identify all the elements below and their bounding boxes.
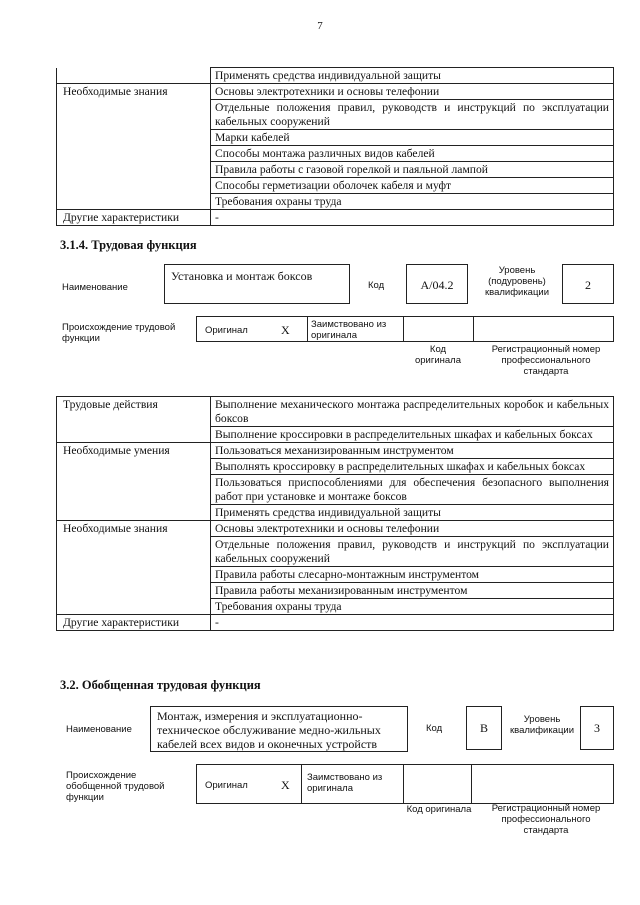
table-labor-function-314 [56,396,614,631]
table1-body [57,68,614,226]
table-row [57,130,614,146]
borrowed-label: Заимствовано из оригинала [311,319,387,341]
row-value: Марки кабелей [211,130,614,146]
table-row [57,210,614,226]
table-row [57,505,614,521]
row-label [57,537,211,567]
original-mark: X [281,778,290,792]
row-value: Выполнение кроссировки в распределительных шкафах и кабельных боксах [211,427,614,443]
row-label [57,599,211,615]
row-value: Правила работы механизированным инструментом [211,583,614,599]
row-value: Требования охраны труда [211,599,614,615]
table2-body [57,397,614,631]
row-value: Правила работы слесарно-монтажным инструментом [211,567,614,583]
row-value: Способы монтажа различных видов кабелей [211,146,614,162]
row-label: Необходимые знания [57,84,211,100]
code-value: В [479,721,488,735]
row-value: Пользоваться механизированным инструментом [211,443,614,459]
row-value: Основы электротехники и основы телефонии [211,521,614,537]
code-value: А/04.2 [420,278,454,292]
original-label: Оригинал [205,780,248,791]
section-heading-314: 3.1.4. Трудовая функция [60,238,197,252]
row-label [57,567,211,583]
page-number: 7 [317,20,323,32]
row-label [57,475,211,505]
level-label: Уровень (подуровень) квалификации [484,265,550,298]
table-continuation [56,67,614,226]
table-row [57,599,614,615]
level-value: 3 [594,721,600,735]
table-row [57,537,614,567]
row-label [57,100,211,130]
reg-number-label: Регистрационный номер профессионального стандарта [491,344,601,377]
divider [307,317,308,341]
row-value: - [211,210,614,226]
table-row [57,146,614,162]
table-row [57,443,614,459]
row-label [57,146,211,162]
row-value: Требования охраны труда [211,194,614,210]
reg-number-label: Регистрационный номер профессионального стандарта [491,803,601,836]
row-label: Необходимые знания [57,521,211,537]
row-label [57,583,211,599]
row-label [57,459,211,475]
level-field [580,706,614,750]
name-field [164,264,350,304]
name-value: Установка и монтаж боксов [171,269,313,283]
table-row [57,194,614,210]
table-row [57,521,614,537]
divider [403,765,404,803]
origin-label: Происхождение обобщенной трудовой функции [66,770,165,803]
row-value: Способы герметизации оболочек кабеля и муфт [211,178,614,194]
borrowed-label: Заимствовано из оригинала [307,772,383,794]
row-label [57,68,211,84]
section-heading-32: 3.2. Обобщенная трудовая функция [60,678,261,692]
code-original-label: Код оригинала [414,344,461,366]
row-label [57,130,211,146]
code-label: Код [368,280,385,291]
original-mark: X [281,323,290,337]
row-label: Необходимые умения [57,443,211,459]
row-label [57,505,211,521]
row-value: Выполнять кроссировку в распределительных шкафах и кабельных боксах [211,459,614,475]
code-label: Код [426,723,443,734]
table-row [57,397,614,427]
code-field [466,706,502,750]
level-label: Уровень квалификации [509,714,575,736]
row-label [57,194,211,210]
row-value: Выполнение механического монтажа распределительных коробок и кабельных боксов [211,397,614,427]
table-row [57,100,614,130]
table-row [57,84,614,100]
row-value: Отдельные положения правил, руководств и инструкций по эксплуатации кабельных сооружений [211,537,614,567]
row-value: Отдельные положения правил, руководств и инструкций по эксплуатации кабельных сооружений [211,100,614,130]
divider [403,317,404,341]
table-row [57,68,614,84]
table-row [57,567,614,583]
table-row [57,459,614,475]
origin-label: Происхождение трудовой функции [62,322,176,344]
row-label: Другие характеристики [57,615,211,631]
row-label [57,427,211,443]
level-value: 2 [585,278,591,292]
row-label: Трудовые действия [57,397,211,427]
table-row [57,583,614,599]
origin-row [196,764,614,804]
name-field [150,706,408,752]
row-label [57,178,211,194]
row-value: Применять средства индивидуальной защиты [211,68,614,84]
table-row [57,475,614,505]
code-field [406,264,468,304]
name-value: Монтаж, измерения и эксплуатационно-техническое обслуживание медно-жильных кабелей всех видов и оконечных устройств [157,709,381,751]
original-label: Оригинал [205,325,248,336]
divider [301,765,302,803]
origin-row [196,316,614,342]
code-original-label: Код оригинала [406,804,472,815]
level-field [562,264,614,304]
divider [473,317,474,341]
row-value: Правила работы с газовой горелкой и паяльной лампой [211,162,614,178]
divider [471,765,472,803]
table-row [57,178,614,194]
row-label [57,162,211,178]
row-value: Основы электротехники и основы телефонии [211,84,614,100]
name-label: Наименование [62,282,128,293]
table-row [57,427,614,443]
table-row [57,615,614,631]
row-label: Другие характеристики [57,210,211,226]
row-value: Пользоваться приспособлениями для обеспечения безопасного выполнения работ при установке и монтаже боксов [211,475,614,505]
row-value: - [211,615,614,631]
table-row [57,162,614,178]
row-value: Применять средства индивидуальной защиты [211,505,614,521]
name-label: Наименование [66,724,132,735]
